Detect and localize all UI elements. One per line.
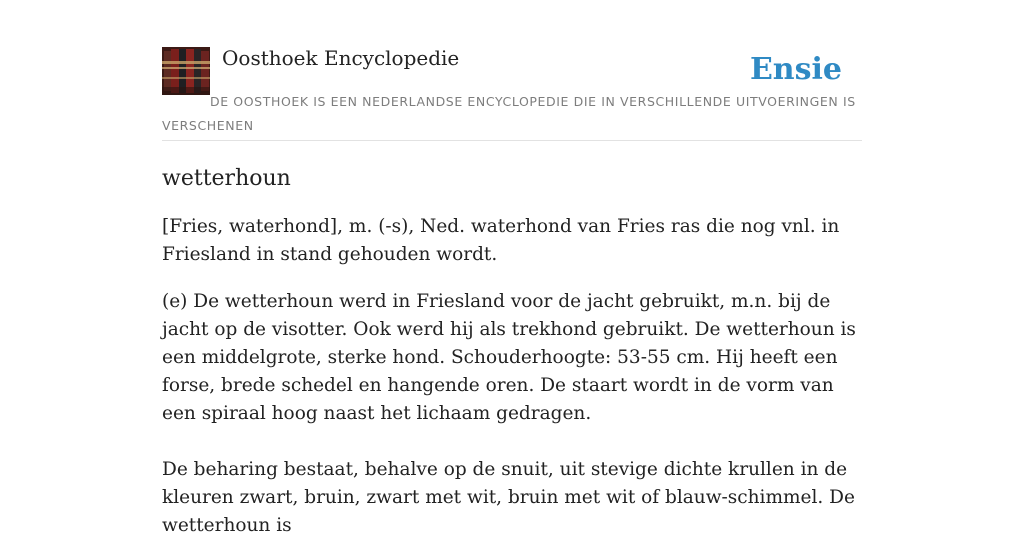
entry-description-continued: De beharing bestaat, behalve op de snuit, uit stevige dichte krullen in de kleuren zwart, bruin, zwart met wit, bruin met wit of blauw-schimmel. De wetterhoun is	[162, 459, 855, 536]
site-title[interactable]: Oosthoek Encyclopedie	[222, 46, 460, 70]
brand-logo[interactable]: Ensie	[749, 52, 842, 87]
avatar-image	[162, 47, 210, 95]
entry-content	[162, 160, 862, 540]
entry-title: wetterhoun	[162, 166, 291, 191]
entry-definition: [Fries, waterhond], m. (-s), Ned. waterhond van Fries ras die nog vnl. in Friesland in stand gehouden wordt.	[162, 216, 840, 265]
site-header	[162, 46, 862, 141]
site-tagline: DE OOSTHOEK IS EEN NEDERLANDSE ENCYCLOPEDIE DIE IN VERSCHILLENDE UITVOERINGEN IS VERSCHENEN	[162, 94, 856, 133]
book-spines-icon[interactable]	[162, 47, 210, 95]
entry-description: (e) De wetterhoun werd in Friesland voor de jacht gebruikt, m.n. bij de jacht op de visotter. Ook werd hij als trekhond gebruikt. De wetterhoun is een middelgrote, sterke hond. Schouderhoogte: 53-55 cm. Hij heeft een forse, brede schedel en hangende oren. De staart wordt in de vorm van een spiraal hoog naast het lichaam gedragen.	[162, 291, 856, 424]
